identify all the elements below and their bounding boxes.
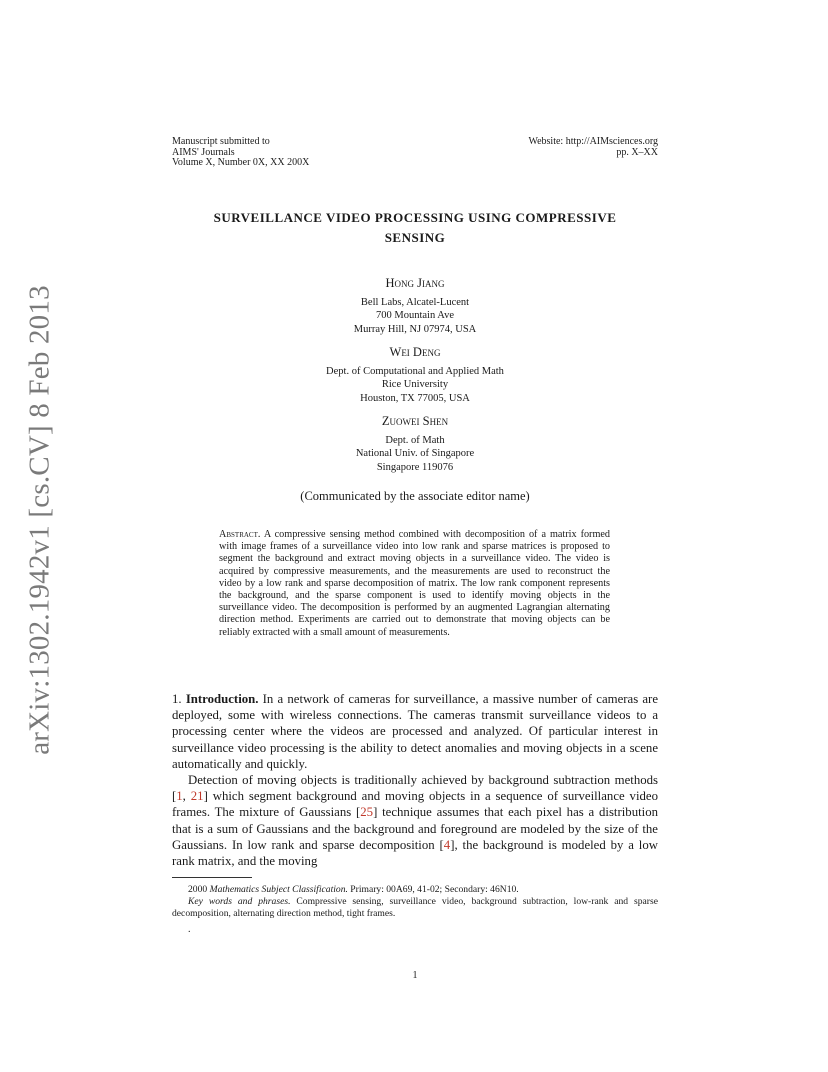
author-affiliation: [172, 365, 658, 405]
abstract-text: A compressive sensing method combined with decomposition of a matrix formed with image frames of a surveillance video into low rank and sparse matrices is proposed to segment the background and extract moving objects in a surveillance video. The video is acquired by compressive measurements, and the measurements are used to reconstruct the video by a low rank and sparse decomposition of matrix. The low rank component represents the background, and the sparse component is used to identify moving objects in the surveillance video. The decomposition is performed by an augmented Lagrangian alternating direction method. Experiments are carried out to demonstrate that moving objects can be reliably extracted with a small amount of measurements.: [219, 529, 610, 638]
affiliation-line: Murray Hill, NJ 07974, USA: [353, 323, 477, 335]
paragraph-text: ] which segment background and moving objects in a sequence of surveillance video frames. The mixture of Gaussians [: [172, 789, 658, 820]
affiliation-line: Dept. of Computational and Applied Math: [326, 366, 504, 377]
introduction-section: [172, 691, 658, 869]
abstract: [219, 529, 610, 639]
abstract-label: Abstract.: [219, 529, 261, 540]
affiliation-line: National Univ. of Singapore: [355, 448, 475, 460]
paragraph-text: ,: [182, 789, 191, 804]
section-number: 1.: [172, 692, 182, 706]
footnote-text: 2000: [188, 884, 210, 895]
affiliation-line: Houston, TX 77005, USA: [360, 392, 470, 404]
author-block: [172, 276, 658, 336]
footnote-text: Compressive sensing, surveillance video, background subtraction, low-rank and sparse decomposition, alternating direction method, tight frames.: [172, 896, 658, 920]
citation-link[interactable]: 1: [176, 789, 183, 804]
footnote-dot: .: [188, 924, 191, 935]
footnotes: [172, 884, 658, 921]
affiliation-line: 700 Mountain Ave: [376, 310, 454, 322]
affiliation-line: Bell Labs, Alcatel-Lucent: [360, 297, 470, 308]
paragraph: [172, 772, 658, 869]
paragraph-text: In a network of cameras for surveillance, a massive number of cameras are deployed, some with wireless connections. The cameras transmit surveillance videos to a processing center where the videos are processed and analyzed. Of particular interest in surveillance video processing is the ability to detect anomalies and moving objects in a scene automatically and quickly.: [172, 692, 658, 771]
footnote-label: Mathematics Subject Classification.: [209, 884, 348, 895]
page-range: pp. X–XX: [616, 146, 658, 158]
paragraph-text: ], the background is modeled by a low rank matrix, and the moving: [172, 837, 659, 869]
citation-link[interactable]: 4: [443, 837, 451, 852]
communicated-by: (Communicated by the associate editor name): [300, 489, 530, 503]
paragraph: [172, 691, 658, 772]
keywords-footnote: [172, 896, 658, 920]
author-affiliation: [172, 296, 658, 336]
header-line: AIMS' Journals: [172, 146, 235, 158]
arxiv-identifier: arXiv:1302.1942v1 [cs.CV] 8 Feb 2013: [23, 285, 56, 755]
header-line: Volume X, Number 0X, XX 200X: [172, 157, 310, 168]
paragraph-text: ] technique assumes that each pixel has a distribution that is a sum of Gaussians and the background and foreground are modeled by the size of the Gaussians. In low rank and sparse decomposition [: [172, 805, 659, 852]
affiliation-line: Rice University: [381, 379, 449, 391]
section-heading: Introduction.: [185, 692, 259, 706]
citation-link[interactable]: 21: [190, 789, 204, 804]
author-block: [172, 345, 658, 405]
footnote-text: Primary: 00A69, 41-02; Secondary: 46N10.: [347, 884, 519, 895]
footnote-label: Key words and phrases.: [188, 896, 291, 908]
footnote-rule: [172, 877, 252, 878]
citation-link[interactable]: 25: [360, 805, 374, 820]
title-line: SENSING: [384, 230, 446, 245]
affiliation-line: Singapore 119076: [376, 461, 454, 473]
author-name: Zuowei Shen: [381, 414, 449, 428]
page-number: 1: [412, 970, 418, 981]
journal-header: [172, 137, 309, 169]
author-affiliation: [172, 434, 658, 474]
paragraph-text: Detection of moving objects is traditionally achieved by background subtraction methods [: [172, 773, 658, 804]
affiliation-line: Dept. of Math: [385, 435, 445, 446]
paper-title: [172, 208, 658, 248]
journal-website-header: [528, 137, 658, 158]
author-name: Hong Jiang: [385, 276, 445, 290]
title-line: SURVEILLANCE VIDEO PROCESSING USING COMPRESSIVE: [213, 210, 617, 225]
msc-footnote: [172, 884, 658, 896]
header-line: Manuscript submitted to: [172, 136, 270, 147]
author-block: [172, 414, 658, 474]
author-name: Wei Deng: [389, 345, 441, 359]
website-link[interactable]: Website: http://AIMsciences.org: [528, 136, 658, 147]
